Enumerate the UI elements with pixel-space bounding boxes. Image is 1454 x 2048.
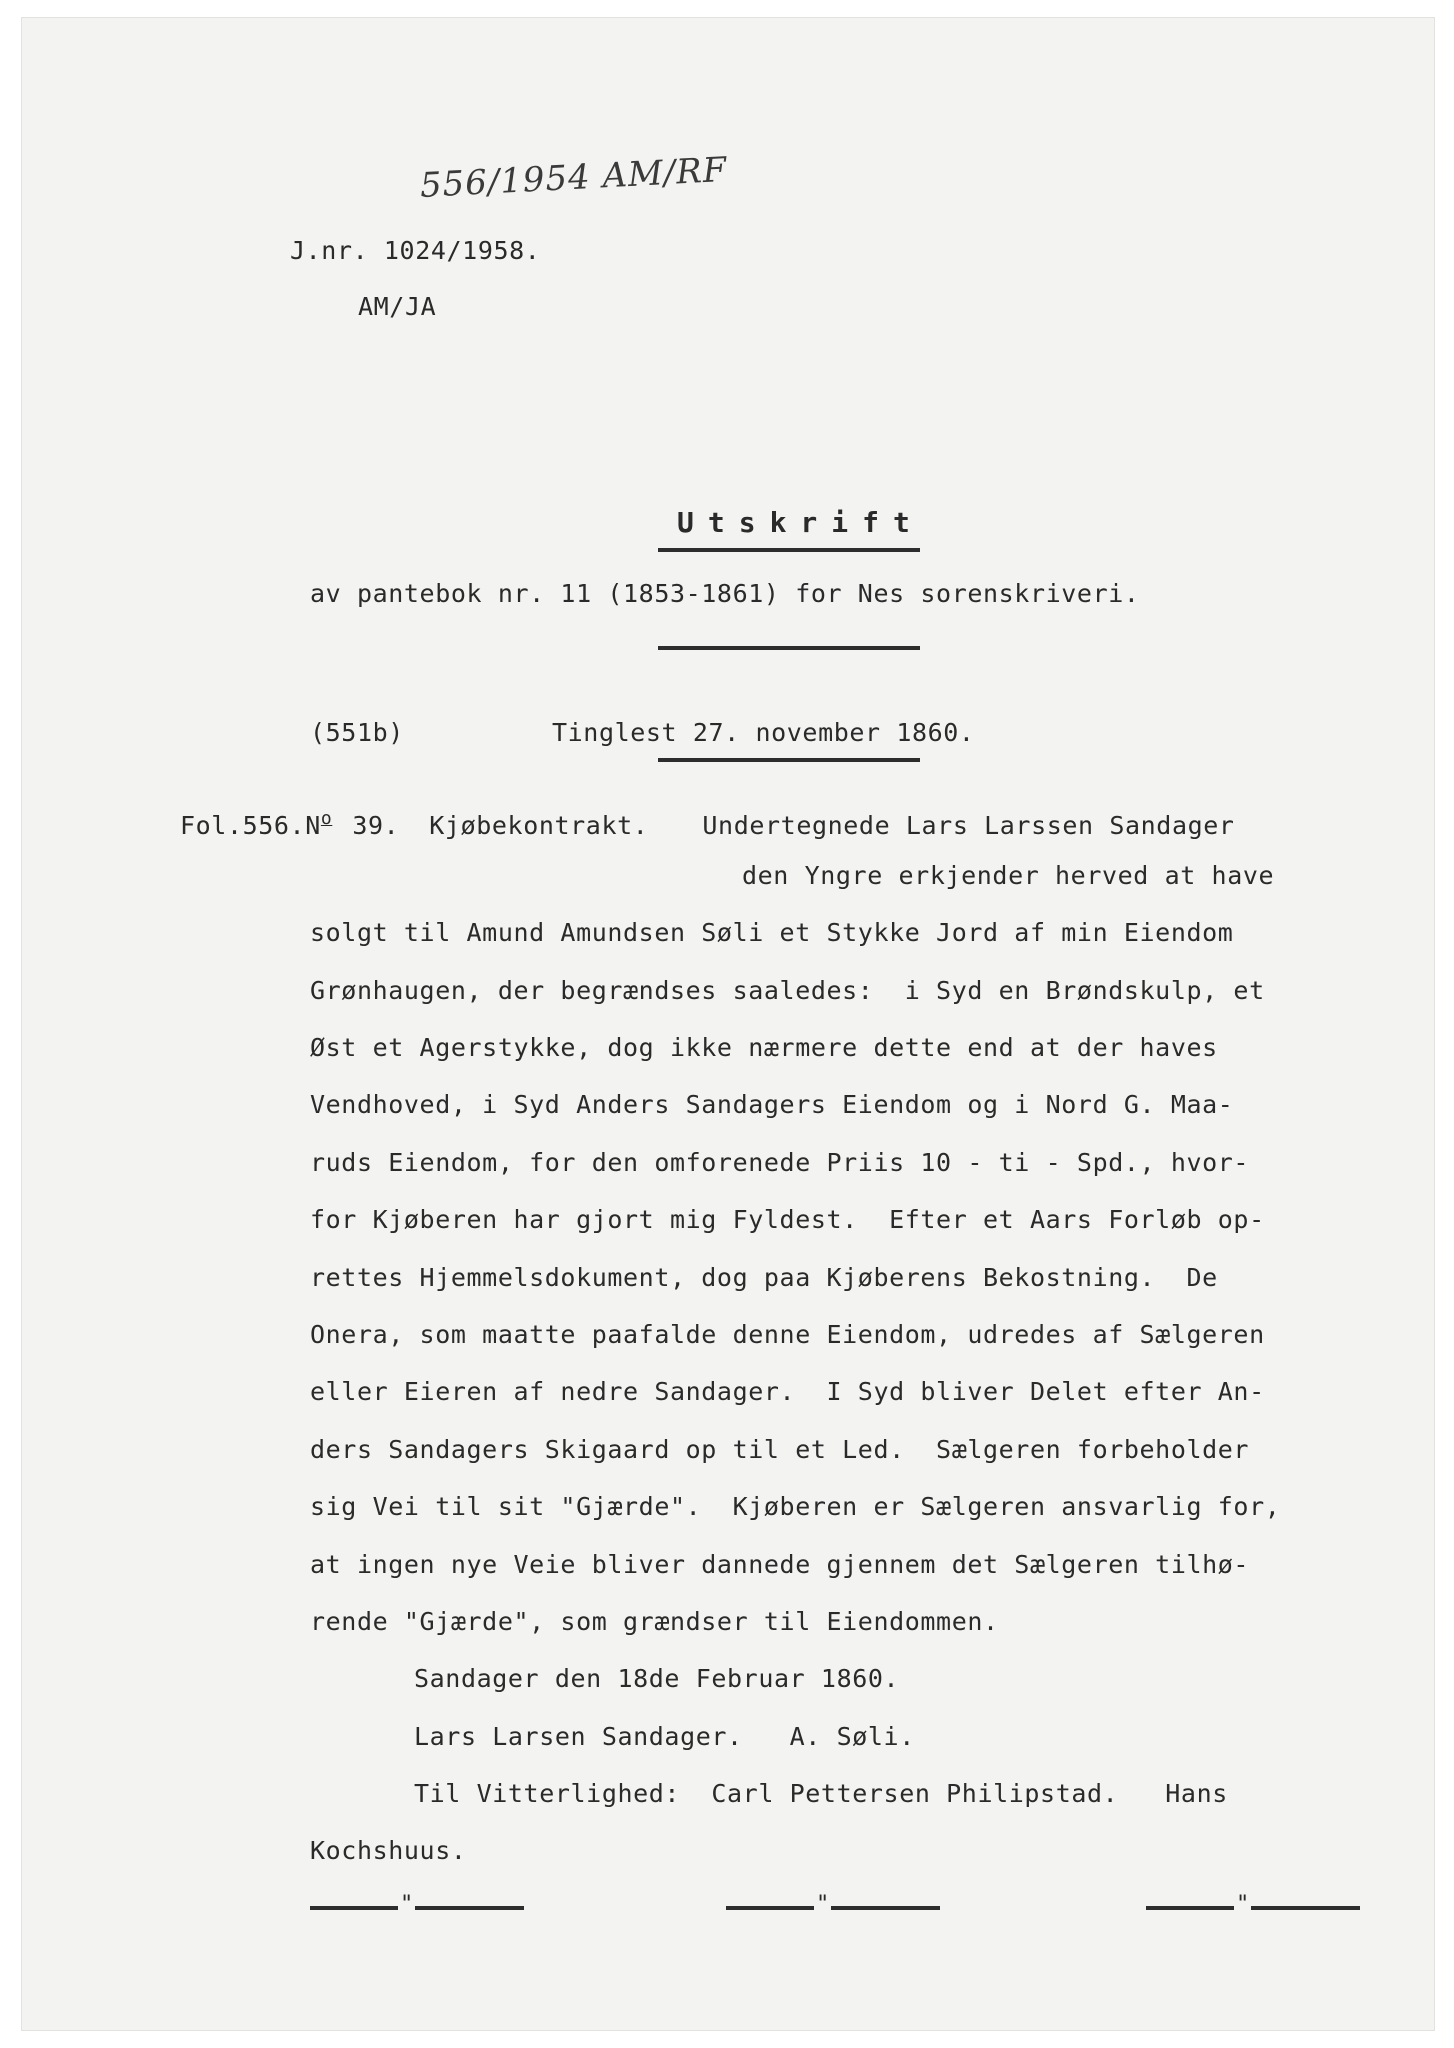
body-line: ders Sandagers Skigaard op til et Led. Sælgeren forbeholder [310, 1435, 1250, 1464]
footer-ditto-center: " [816, 1892, 830, 1917]
entry-heading-line [180, 804, 1235, 841]
footer-ditto-left: " [400, 1892, 414, 1917]
body-line: Øst et Agerstykke, dog ikke nærmere dette end at der haves [310, 1033, 1218, 1062]
tinglest-date: Tinglest 27. november 1860. [552, 718, 975, 747]
entry-number: 39. [352, 811, 400, 840]
footer-ditto-right: " [1236, 1892, 1250, 1917]
body-line: Vendhoved, i Syd Anders Sandagers Eiendom og i Nord G. Maa- [310, 1090, 1234, 1119]
entry-first-line: Undertegnede Lars Larssen Sandager [702, 811, 1235, 840]
footer-mark-left [310, 1906, 524, 1910]
journal-number: J.nr. 1024/1958. [290, 236, 541, 265]
page-reference: (551b) [310, 718, 404, 747]
document-page [22, 18, 1434, 2030]
body-line: Grønhaugen, der begrændses saaledes: i Syd en Brøndskulp, et [310, 976, 1265, 1005]
place-date: Sandager den 18de Februar 1860. [414, 1664, 900, 1693]
folio-number: Fol.556. [180, 811, 306, 840]
witness-continuation: Kochshuus. [310, 1836, 467, 1865]
entry-second-line: den Yngre erkjender herved at have [742, 861, 1275, 890]
signatures: Lars Larsen Sandager. A. Søli. [414, 1722, 915, 1751]
body-line: rettes Hjemmelsdokument, dog paa Kjøberens Bekostning. De [310, 1263, 1218, 1292]
body-line: sig Vei til sit "Gjærde". Kjøberen er Sælgeren ansvarlig for, [310, 1492, 1281, 1521]
handwritten-reference: 556/1954 AM/RF [418, 149, 729, 206]
number-sign: N [305, 811, 321, 840]
body-line: for Kjøberen har gjort mig Fyldest. Efter et Aars Forløb op- [310, 1205, 1265, 1234]
title-underline [658, 548, 920, 552]
document-subtitle: av pantebok nr. 11 (1853-1861) for Nes sorenskriveri. [310, 579, 1140, 608]
document-title: Utskrift [677, 506, 924, 539]
body-line: ruds Eiendom, for den omforenede Priis 10 - ti - Spd., hvor- [310, 1148, 1250, 1177]
body-line: rende "Gjærde", som grændser til Eiendommen. [310, 1607, 999, 1636]
document-type: Kjøbekontrakt. [429, 811, 649, 840]
body-line: solgt til Amund Amundsen Søli et Stykke Jord af min Eiendom [310, 918, 1234, 947]
body-line: at ingen nye Veie bliver dannede gjennem det Sælgeren tilhø- [310, 1550, 1250, 1579]
witness-line: Til Vitterlighed: Carl Pettersen Philipstad. Hans [414, 1779, 1228, 1808]
footer-mark-center [726, 1906, 940, 1910]
number-superscript: o [320, 808, 333, 829]
section-divider [658, 646, 920, 650]
body-line: eller Eieren af nedre Sandager. I Syd bliver Delet efter An- [310, 1377, 1265, 1406]
initials: AM/JA [358, 292, 437, 321]
body-line: Onera, som maatte paafalde denne Eiendom, udredes af Sælgeren [310, 1320, 1265, 1349]
date-underline [658, 758, 920, 762]
footer-mark-right [1146, 1906, 1360, 1910]
